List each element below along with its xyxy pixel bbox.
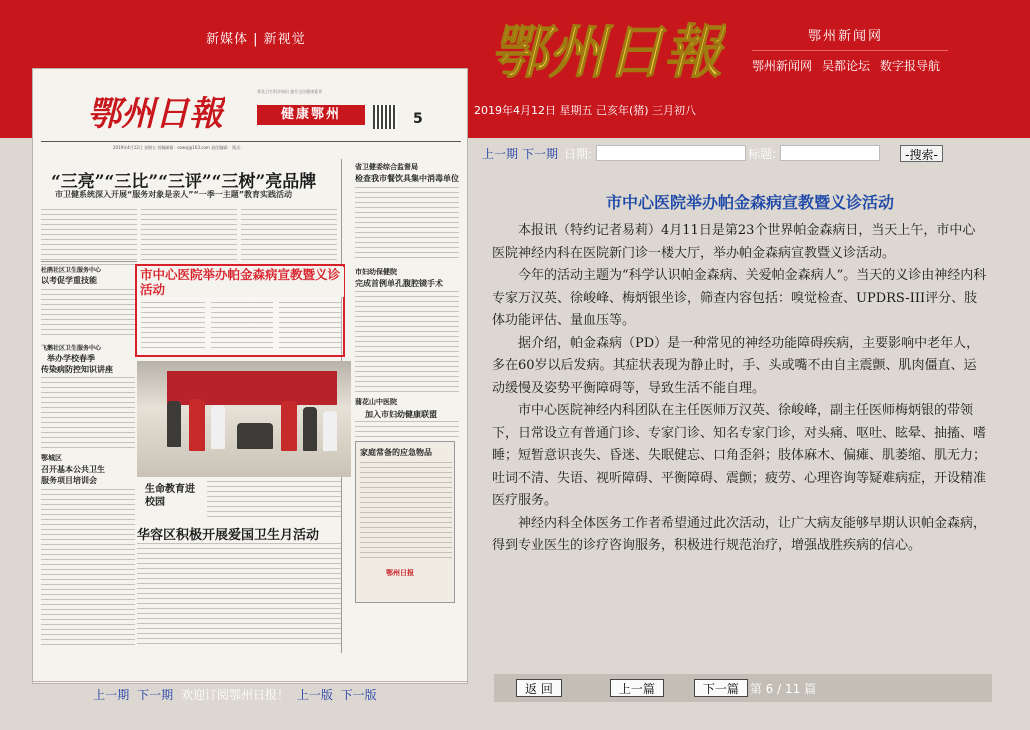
page-masthead-logo: [85, 87, 225, 133]
back-button[interactable]: 返 回: [516, 679, 562, 697]
article-paragraph: 神经内科全体医务工作者希望通过此次活动，让广大病友能够早期认识帕金森病，得到专业医生的诊疗咨询服务，积极进行规范治疗，增强战胜疾病的信心。: [492, 515, 987, 553]
newspaper-page-image: [32, 68, 468, 682]
article-count: 第 6 / 11 篇: [749, 681, 817, 696]
side-kicker[interactable]: 杜鹃社区卫生服务中心: [41, 267, 102, 274]
side-kicker[interactable]: 省卫健委综合监督局: [355, 162, 418, 171]
welcome-text: 欢迎订阅鄂州日报！: [180, 688, 289, 702]
side-headline[interactable]: 服务项目培训会: [41, 475, 97, 485]
article-text-block[interactable]: [355, 187, 459, 261]
article-text-block[interactable]: [137, 543, 341, 647]
divider: [41, 261, 137, 262]
prev-page-link[interactable]: 上一版: [296, 688, 333, 702]
article-text-block: [211, 302, 273, 352]
article-paragraph: 市中心医院神经内科团队在主任医师万汉英、徐峻峰，副主任医师梅炳银的带领下，日常设立有普通门诊、专家门诊、知名专家门诊，对头痛、呕吐、眩晕、抽搐、嗜睡；短暂意识丧失、昏迷、失眠健忘、口角歪斜；肢体麻木、偏瘫、肌萎缩、肌无力；吐词不清、失语、视听障碍、平衡障碍、震颤；疲劳、心理咨询等疑难病症，开设精准医疗服务。: [492, 403, 987, 508]
article-text-block[interactable]: [41, 489, 135, 649]
keyword-label: 标题:: [748, 146, 777, 161]
article-text-block: [279, 302, 341, 352]
side-headline[interactable]: 召开基本公共卫生: [41, 464, 105, 474]
article-text-block[interactable]: [41, 377, 135, 451]
feature-box[interactable]: [355, 441, 455, 603]
side-headline[interactable]: 传染病防控知识讲座: [41, 364, 113, 374]
side-kicker[interactable]: 市妇幼保健院: [355, 267, 397, 276]
article-text-block[interactable]: [41, 209, 137, 267]
photo-caption-title[interactable]: 生命教育进校园: [145, 484, 195, 508]
site-name: 鄂州新闻网: [808, 29, 884, 44]
highlighted-article-area[interactable]: [135, 264, 345, 357]
masthead-logo: [486, 6, 726, 90]
photo-figure: [237, 423, 273, 449]
page-masthead-text: 鄂州日報: [87, 94, 223, 133]
next-article-button[interactable]: 下一篇: [694, 679, 748, 697]
article-text-block: [360, 462, 452, 562]
article-pager: [494, 674, 992, 702]
next-issue-link[interactable]: 下一期: [522, 146, 559, 161]
side-kicker[interactable]: 蒲花山中医院: [355, 397, 397, 406]
highlighted-article-title[interactable]: 市中心医院举办帕金森病宣教暨义诊活动: [140, 267, 344, 297]
news-photo[interactable]: [137, 361, 351, 477]
side-kicker[interactable]: 飞鹅社区卫生服务中心: [41, 345, 102, 352]
side-kicker[interactable]: 鄂城区: [41, 453, 62, 462]
date-label: 日期:: [564, 146, 593, 161]
article-title: 市中心医院举办帕金森病宣教暨义诊活动: [605, 193, 894, 212]
feature-box-footer: 鄂州日报: [386, 568, 414, 577]
prev-issue-link[interactable]: 上一期: [93, 688, 130, 702]
site-links: [752, 57, 940, 74]
photo-figure: [281, 401, 297, 451]
photo-caption-text[interactable]: [207, 481, 341, 521]
link-news-site[interactable]: 鄂州新闻网: [752, 59, 813, 73]
photo-figure: [211, 405, 225, 449]
bottom-headline[interactable]: 华容区积极开展爱国卫生月活动: [137, 528, 320, 543]
section-banner: 健康鄂州: [257, 105, 365, 125]
prev-article-button[interactable]: 上一篇: [610, 679, 664, 697]
page-info-line: 2019年4月12日 星期五 投稿邮箱：ezwsj@163.com 责任编辑： 版式：: [113, 145, 245, 150]
link-digital-nav[interactable]: 数字报导航: [880, 59, 941, 73]
page-number: 5: [413, 111, 423, 127]
page-subheadline[interactable]: 市卫健系统深入开展“服务对象是亲人”“一季一主题”教育实践活动: [55, 190, 293, 199]
keyword-input[interactable]: [780, 145, 880, 161]
next-page-link[interactable]: 下一版: [340, 688, 377, 702]
article-text-block: [141, 302, 205, 352]
side-headline[interactable]: 举办学校春季: [47, 353, 95, 363]
next-issue-link[interactable]: 下一期: [137, 688, 174, 702]
side-headline[interactable]: 完成首例单孔腹腔镜手术: [355, 278, 443, 288]
page-tagline: 普及卫生科学知识 提升全民健康素养: [257, 89, 323, 94]
side-headline[interactable]: 检查我市餐饮具集中消毒单位: [355, 173, 459, 183]
date-input[interactable]: [596, 145, 746, 161]
feature-box-title: 家庭常备的应急物品: [360, 447, 432, 457]
link-forum[interactable]: 吴都论坛: [822, 59, 871, 73]
article-paragraph: 今年的活动主题为“科学认识帕金森病、关爱帕金森病人”。当天的义诊由神经内科专家万汉英、徐峻峰、梅炳银坐诊，筛查内容包括：嗅觉检查、UPDRS-III评分、肢体功能评估、量血压等。: [492, 268, 987, 328]
photo-figure: [303, 407, 317, 451]
masthead-text: 鄂州日報: [490, 18, 723, 86]
article-body: [492, 220, 988, 558]
search-bar: [482, 144, 1002, 162]
page-headline[interactable]: “三亮”“三比”“三评”“三树”亮品牌: [51, 172, 317, 192]
divider: [41, 141, 461, 142]
slogan: 新媒体 | 新视觉: [206, 32, 306, 47]
article-text-block[interactable]: [241, 209, 337, 267]
article-paragraph: 本报讯（特约记者易莉）4月11日是第23个世界帕金森病日，当天上午，市中心医院神经内科在医院新门诊一楼大厅，举办帕金森病宣教暨义诊活动。: [492, 223, 976, 261]
article-text-block[interactable]: [41, 289, 135, 339]
issue-date: 2019年4月12日 星期五 己亥年(猪) 三月初八: [474, 104, 697, 117]
qr-code-icon: [373, 105, 397, 129]
side-headline[interactable]: 以考促学重技能: [41, 275, 97, 285]
article-text-block[interactable]: [355, 421, 459, 437]
photo-figure: [323, 411, 337, 451]
side-headline[interactable]: 加入市妇幼健康联盟: [365, 409, 437, 419]
prev-issue-link[interactable]: 上一期: [482, 146, 519, 161]
photo-figure: [189, 399, 205, 451]
page-pager: [0, 686, 470, 703]
article-panel: [470, 138, 1030, 730]
divider: [752, 50, 948, 51]
article-paragraph: 据介绍，帕金森病（PD）是一种常见的神经功能障碍疾病，主要影响中老年人，多在60岁以后发病。其症状表现为静止时，手、头或嘴不由自主震颤、肌肉僵直、运动缓慢及姿势平衡障碍等，导致生活不能自理。: [492, 335, 980, 396]
article-text-block[interactable]: [355, 291, 459, 395]
article-text-block[interactable]: [141, 209, 237, 267]
photo-figure: [167, 401, 181, 447]
search-button[interactable]: -搜索-: [900, 145, 943, 162]
